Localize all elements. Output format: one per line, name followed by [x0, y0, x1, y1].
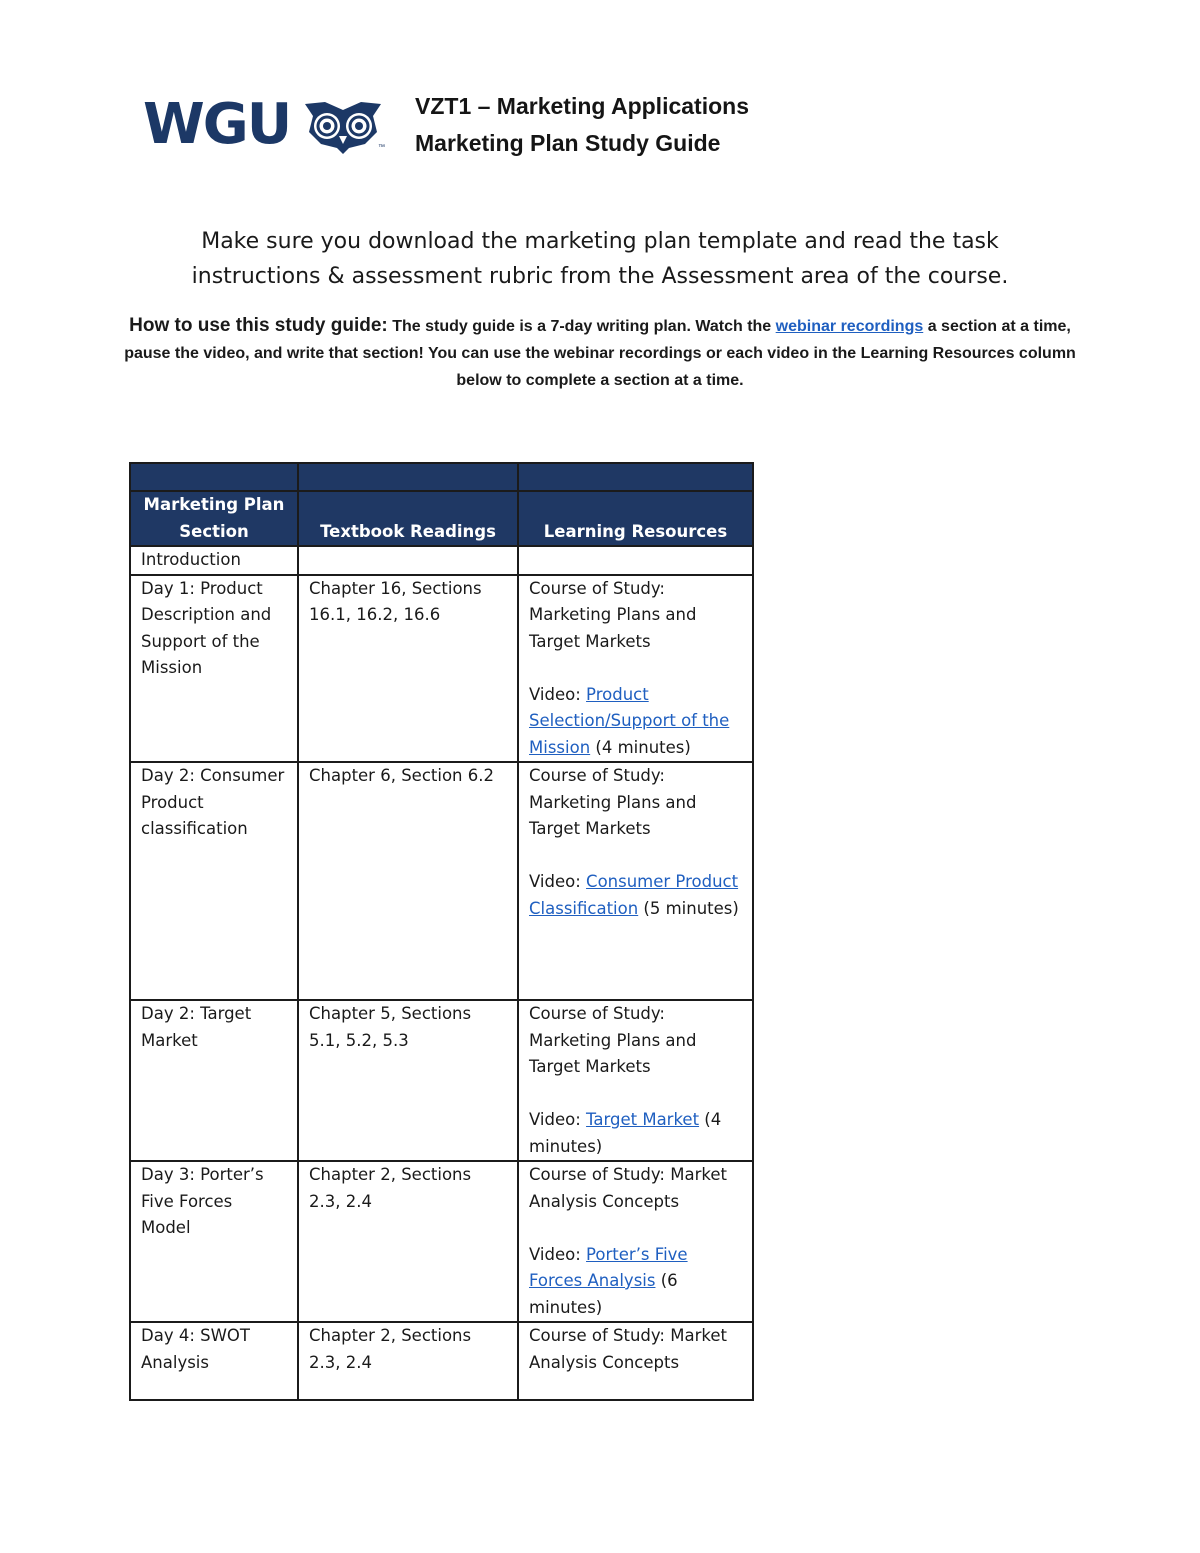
resources-cell: [518, 762, 753, 1000]
video-label: Video:: [529, 1110, 587, 1129]
section-cell: Day 2: Target Market: [130, 1000, 298, 1161]
readings-cell: Chapter 16, Sections 16.1, 16.2, 16.6: [298, 575, 518, 763]
how-to-text-1: The study guide is a 7-day writing plan. Watch the: [387, 318, 776, 335]
trademark-mark: ™: [378, 144, 385, 151]
resources-cell: [518, 1161, 753, 1322]
how-to-lead: How to use this study guide:: [129, 315, 388, 336]
readings-cell: [298, 546, 518, 575]
study-plan-table: [129, 462, 754, 1401]
video-duration: (5 minutes): [638, 898, 739, 918]
readings-cell: Chapter 2, Sections 2.3, 2.4: [298, 1161, 518, 1322]
resources-cell: [518, 575, 753, 763]
intro-line-1: Make sure you download the marketing plan template and read the task: [201, 229, 999, 254]
section-cell: Day 2: Consumer Product classification: [130, 762, 298, 1000]
video-link[interactable]: Product Selection/Support of the Mission: [529, 684, 730, 757]
course-of-study-text: Course of Study: Marketing Plans and Target Markets: [529, 578, 697, 651]
logo-wordmark: WGU: [143, 92, 291, 157]
video-link[interactable]: Target Market: [586, 1110, 700, 1129]
readings-cell: Chapter 6, Section 6.2: [298, 762, 518, 1000]
wgu-logo: [143, 92, 393, 158]
video-label: Video:: [529, 872, 587, 891]
table-row: [130, 1322, 753, 1400]
column-header-section: Marketing Plan Section: [130, 491, 298, 546]
course-of-study-text: Course of Study: Marketing Plans and Target Markets: [529, 766, 697, 838]
section-cell: Introduction: [130, 546, 298, 575]
guide-title: Marketing Plan Study Guide: [415, 130, 721, 156]
video-label: Video:: [529, 1244, 587, 1264]
column-header-readings: Textbook Readings: [298, 491, 518, 546]
intro-paragraph: [100, 224, 1100, 294]
section-cell: Day 3: Porter’s Five Forces Model: [130, 1161, 298, 1322]
course-of-study-text: Course of Study: Market Analysis Concepts: [529, 1165, 727, 1211]
video-label: Video:: [529, 684, 587, 704]
video-duration: (4 minutes): [590, 737, 691, 757]
course-title: VZT1 – Marketing Applications: [415, 93, 749, 119]
video-link[interactable]: Consumer Product Classification: [529, 872, 739, 918]
section-cell: Day 4: SWOT Analysis: [130, 1322, 298, 1400]
intro-line-2: instructions & assessment rubric from the Assessment area of the course.: [191, 264, 1009, 289]
video-duration: (4 minutes): [529, 1110, 722, 1156]
how-to-text-2: a section at a time, pause the video, and write that section! You can use the webinar recordings or each video in the Learning Resources column below to complete a section at a time.: [124, 318, 1076, 389]
document-title-block: [415, 88, 749, 162]
resources-cell: [518, 1000, 753, 1161]
table-row: [130, 762, 753, 1000]
table-row: [130, 1000, 753, 1161]
resources-cell: [518, 546, 753, 575]
how-to-paragraph: [120, 312, 1080, 394]
webinar-recordings-link[interactable]: webinar recordings: [775, 318, 924, 335]
section-cell: Day 1: Product Description and Support of the Mission: [130, 575, 298, 763]
column-header-resources: Learning Resources: [518, 491, 753, 546]
video-duration: (6 minutes): [529, 1271, 678, 1317]
table-row: [130, 1161, 753, 1322]
table-header-band: [130, 463, 753, 491]
table-row: [130, 546, 753, 575]
course-of-study-text: Course of Study: Marketing Plans and Target Markets: [529, 1004, 697, 1076]
readings-cell: Chapter 5, Sections 5.1, 5.2, 5.3: [298, 1000, 518, 1161]
course-of-study-text: Course of Study: Market Analysis Concepts: [529, 1326, 727, 1372]
readings-cell: Chapter 2, Sections 2.3, 2.4: [298, 1322, 518, 1400]
table-row: [130, 575, 753, 763]
video-link[interactable]: Porter’s Five Forces Analysis: [529, 1244, 688, 1290]
resources-cell: [518, 1322, 753, 1400]
table-header-row: [130, 491, 753, 546]
owl-icon: [303, 98, 383, 154]
